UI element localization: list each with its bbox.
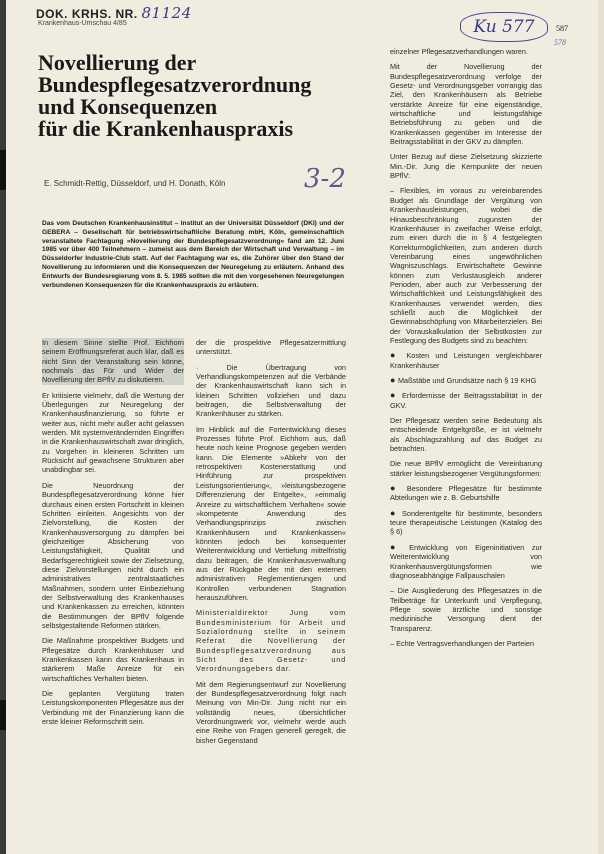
- bullet-item: [390, 509, 542, 537]
- paragraph: In diesem Sinne stellte Prof. Eichhorn seinem Eröffnungsreferat auch klar, daß es nicht Sinn der Veranstaltung sein könne, nochmals das Für und Wider der Novellierung der BPflV zu diskutieren.: [42, 338, 184, 385]
- paragraph: Unter Bezug auf diese Zielsetzung skizzierte Min.-Dir. Jung die Kernpunkte der neuen BPflV:: [390, 152, 542, 181]
- stamp-label: DOK. KRHS. NR.: [36, 7, 138, 21]
- page-number: 587: [556, 24, 568, 33]
- text-column-2: [196, 338, 346, 751]
- bullet-text: Erfordernisse der Beitragsstabilität in der GKV.: [390, 391, 543, 410]
- page-edge: [598, 0, 604, 854]
- paragraph: Die geplanten Vergütung traten Leistungskomponenten Pflegesätze aus der Verbindung mit der Finanzierung kann die erste kleiner Reformschritt sein.: [42, 689, 184, 727]
- paragraph: der die prospektive Pflegesatzermittlung unterstützt.: [196, 338, 346, 357]
- stamp-handwritten-number: 81124: [141, 4, 192, 22]
- paragraph: – Flexibles, im voraus zu vereinbarendes Budget als Grundlage der Vergütung von Krankenhausleistungen, wobei die Hinausbeschränkung zugunsten der Krankenhäuser in zweifacher Weise erfolgt, zum einen durch die in § 4 festgelegten Korrekturmöglichkeiten, zum anderen durch Vereinbarung eines ungewöhnlichen Wagniszuschlags. Erwirtschaftete Gewinne können zum Verlustausgleich anderer Perioden, aber auch zur Verbesserung der Wirtschaftlichkeit und Leistungsfähigkeit des Krankenhauses verwendet werden, dies schließt auch die Möglichkeit der Gewinnabschöpfung von Mitarbeiterzielen. Bei der Vorauskalkulation der Selbstkosten zur Festlegung des Budgets sind zu beachten:: [390, 186, 542, 345]
- bullet-text: Maßstäbe und Grundsätze nach § 19 KHG: [397, 376, 537, 385]
- bullet-icon: ●: [390, 350, 407, 361]
- page-note: 578: [554, 38, 566, 47]
- paragraph: Die Neuordnung der Bundespflegesatzverordnung könne hier durchaus einen ersten Fortschritt in kleinen Schritten einleiten. Angesichts von der Zielvorstellung, die Kosten der Krankenhausversorgung zu dämpfen bei gleichzeitiger Absicherung von Leistungsfähigkeit, Qualität und Bedarfsgerechtigkeit sowie der Zielsetzung, diese Zielvorstellungen nicht durch ein administratives zentralstaatliches Maßnahmen, sondern unter Einbeziehung der Selbstverwaltung des Krankenhauses und Krankenkassen zu erreichen, könnten die Bestimmungen der BPflV folgende selbstgestaltende Reformen stärken.: [42, 480, 184, 630]
- article-intro: Das vom Deutschen Krankenhausinstitut – Institut an der Universität Düsseldorf (DKI) und der GEBERA – Gesellschaft für betriebswirtschaftliche Beratung mbH, Köln, gemeinschaftlich veranstaltete Fachtagung »Novellierung der Bundespflegesatzverordnung« fand am 12. Juni 1985 vor über 400 Teilnehmern – zumeist aus dem Bereich der Wirtschaft und Verwaltung – im Düsseldorfer Industrie-Club statt. Auf der Fachtagung war es, die Zuhörer über den Stand der Novellierung zu informieren und die Konsequenzen der Neuregelung zu erläutern. Anhand des Entwurfs der Bundesregierung vom 8. 5. 1985 sollten die mit den vorgesehenen Neuregelungen verbundenen Konsequenzen für die Krankenhauspraxis zu erläutern.: [42, 220, 344, 289]
- text-column-1: [42, 338, 184, 732]
- paragraph: Im Hinblick auf die Fortentwicklung dieses Prozesses führte Prof. Eichhorn aus, daß heute noch keine Prognose gegeben werden kann. Die Elemente »Abkehr von der retrospektiven Kostenerstattung und Hinführung zur prospektiven Leistungsorientierung«, »leistungsbezogene Differenzierung der Entgelte«, »einmalig Anreize zu wirtschaftlichem Verhalten« sowie »kompetente Anwendung des Verhandlungsprinzips zwischen Krankenhäusern und Krankenkassen« könnten jedoch bei konsequenter Weiterentwicklung und Vertiefung mittelfristig dazu beitragen, die Krankenhausverwaltung aus der Rückgabe der mit den externen administrativen Reglementierungen und Kontrollen verbundenen Stagnation herauszuführen.: [196, 424, 346, 602]
- text-column-3: [390, 47, 542, 654]
- bullet-text: Sonderentgelte für bestimmte, besonders teure therapeutische Leistungen (Katalog des § 6): [390, 508, 543, 537]
- bullet-icon: ●: [390, 390, 403, 401]
- paragraph: Die neue BPflV ermöglicht die Vereinbarung stärker leistungsbezogener Vergütungsformen:: [390, 459, 542, 478]
- paragraph: · Die Übertragung von Verhandlungskompetenzen auf die Verbände der Krankenhauswirtschaft kann sich in kleinen Schritten vollziehen und dazu beitragen, die Selbstverwaltung der Krankenhäuser zu stärken.: [196, 362, 346, 419]
- paragraph: Mit dem Regierungsentwurf zur Novellierung der Bundespflegesatzverordnung folgt nach Meinung von Min-Dir. Jung nicht nur ein vollständig neues, übersichtlicher Verordnungswerk vor, vielmehr werde auch eine Reihe von Fragen generell geregelt, die bisher Gegenstand: [196, 679, 346, 745]
- bullet-text: Besondere Pflegesätze für bestimmte Abteilungen wie z. B. Geburtshilfe: [390, 484, 542, 503]
- paragraph: Die Maßnahme prospektiver Budgets und Pflegesätze durch Krankenhäuser und Krankenkassen kann das Krankenhaus in stärkerem Maße Anreize für ein wirtschaftliches Verhalten bieten.: [42, 636, 184, 683]
- paragraph: Er kritisierte vielmehr, daß die Wertung der Überlegungen zur Neuregelung der Krankenhausfinanzierung, so führte er weiter aus, nicht mehr außer acht gelassen werden. Mit systemverändernden Eingriffen in die Krankenhauswirtschaft zwar dringlich, zu Vorgehen in kleineren Schritten um Rücksicht auf gewachsene Strukturen aber unabdingbar sei.: [42, 390, 184, 475]
- paragraph: – Die Ausgliederung des Pflegesatzes in die Teilbeträge für Unterkunft und Verpflegung, Pflege sowie ärztliche und sonstige medizinische Versorgung dient der Transparenz.: [390, 586, 542, 633]
- bullet-icon: ●: [390, 375, 398, 385]
- article-title: [38, 52, 358, 140]
- bullet-icon: ●: [390, 541, 410, 552]
- archive-note: Ku 577: [460, 12, 548, 42]
- title-line: und Konsequenzen: [38, 94, 218, 119]
- paragraph: Der Pflegesatz werden seine Bedeutung als entscheidende Entgeltgröße, er ist vielmehr als Abschlagszahlung auf das Budget zu betrachten.: [390, 416, 542, 454]
- bullet-item: [390, 543, 542, 580]
- title-line: Bundespflegesatzverordnung: [38, 72, 312, 97]
- title-line: für die Krankenhauspraxis: [38, 116, 294, 141]
- paragraph: Ministerialdirektor Jung vom Bundesministerium für Arbeit und Sozialordnung stellte in seinem Referat die Novellierung der Bundespflegesatzverordnung aus Sicht des Gesetz- und Verordnungsgebers dar.: [196, 608, 346, 674]
- bullet-icon: ●: [390, 483, 407, 494]
- paragraph: – Echte Vertragsverhandlungen der Parteien: [390, 638, 535, 648]
- handwritten-mark: 3-2: [304, 164, 346, 194]
- title-line: Novellierung der: [38, 50, 197, 75]
- paragraph: Mit der Novellierung der Bundespflegesatzverordnung verfolge der Gesetz- und Verordnungsgeber vorrangig das Ziel, den Krankenhäusern als Betriebe verstärkte Anreize für eine eigenständige, wirtschaftliche und leistungsfähige Betriebsführung zu geben und die Krankenkassen gegenüber im Interesse der Beitragsstabilität in der GKV zu dämpfen.: [390, 62, 542, 147]
- binding-mark: [0, 700, 6, 730]
- bullet-item: [390, 351, 542, 370]
- journal-reference: Krankenhaus-Umschau 4/85: [38, 20, 127, 27]
- bullet-item: [390, 376, 542, 385]
- bullet-text: Kosten und Leistungen vergleichbarer Krankenhäuser: [390, 351, 543, 370]
- bullet-item: [390, 391, 542, 410]
- bullet-icon: ●: [390, 507, 403, 518]
- paragraph: einzelner Pflegesatzverhandlungen waren.: [390, 47, 528, 56]
- bullet-item: [390, 484, 542, 503]
- document-page: [6, 0, 604, 854]
- bullet-text: Entwicklung von Eigeninitiativen zur Weiterentwicklung von Krankenhausvergütungsformen wie diagnoseabhängige Fallpauschalen: [390, 542, 542, 580]
- article-authors: E. Schmidt-Rettig, Düsseldorf, und H. Donath, Köln: [44, 179, 226, 188]
- binding-mark: [0, 150, 6, 190]
